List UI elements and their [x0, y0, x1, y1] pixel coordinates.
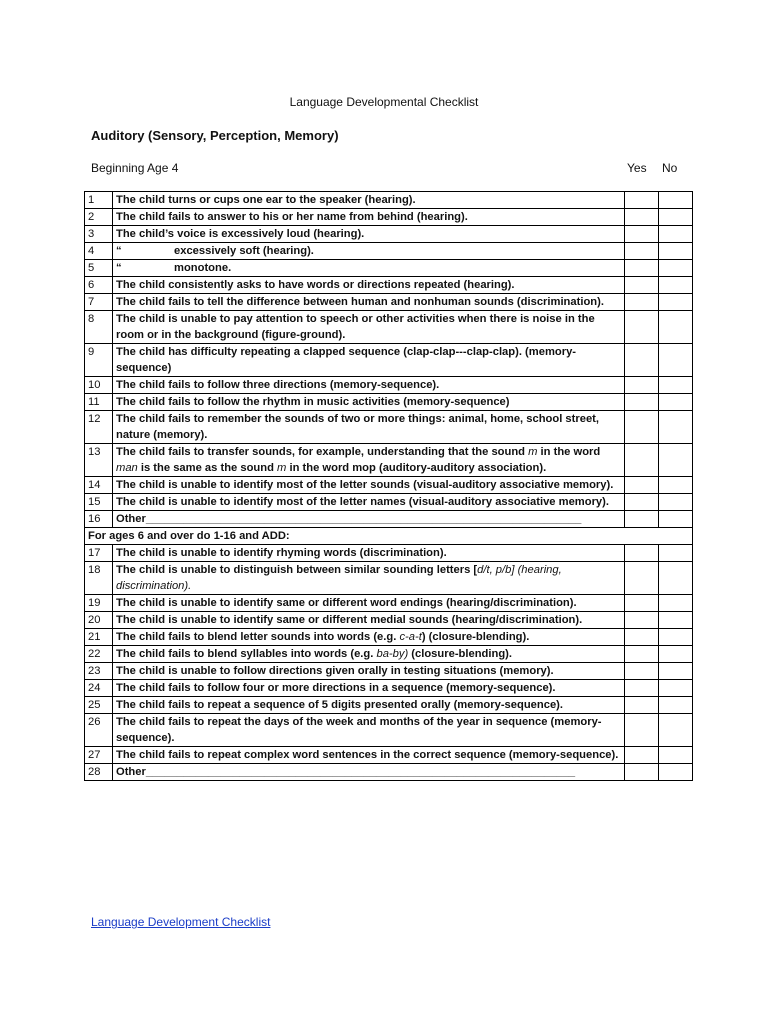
item-number: 20 — [85, 612, 113, 629]
age-label: Beginning Age 4 — [91, 161, 179, 175]
checklist-row — [85, 477, 693, 494]
yes-checkbox-cell[interactable] — [625, 311, 659, 344]
no-checkbox-cell[interactable] — [659, 411, 693, 444]
yes-checkbox-cell[interactable] — [625, 545, 659, 562]
item-number: 16 — [85, 511, 113, 528]
no-checkbox-cell[interactable] — [659, 260, 693, 277]
no-checkbox-cell[interactable] — [659, 663, 693, 680]
no-checkbox-cell[interactable] — [659, 629, 693, 646]
checklist-row — [85, 680, 693, 697]
item-text-part: ) (closure-blending). — [421, 631, 530, 643]
item-text: The child is unable to identify most of the letter names (visual-auditory associative memory). — [113, 494, 625, 511]
yes-checkbox-cell[interactable] — [625, 562, 659, 595]
yes-checkbox-cell[interactable] — [625, 629, 659, 646]
item-text-italic: d/t, p/b] (hearing, discrimination). — [116, 564, 562, 592]
yes-checkbox-cell[interactable] — [625, 444, 659, 477]
item-number: 27 — [85, 747, 113, 764]
item-text: The child fails to follow three directions (memory-sequence). — [113, 377, 625, 394]
item-text: The child fails to repeat a sequence of 5 digits presented orally (memory-sequence). — [113, 697, 625, 714]
item-text — [113, 243, 625, 260]
checklist-row — [85, 494, 693, 511]
no-checkbox-cell[interactable] — [659, 344, 693, 377]
no-checkbox-cell[interactable] — [659, 477, 693, 494]
yes-checkbox-cell[interactable] — [625, 209, 659, 226]
yes-checkbox-cell[interactable] — [625, 595, 659, 612]
item-number: 10 — [85, 377, 113, 394]
checklist-row — [85, 344, 693, 377]
checklist-row — [85, 226, 693, 243]
document-title: Language Developmental Checklist — [289, 95, 479, 109]
item-number: 12 — [85, 411, 113, 444]
no-checkbox-cell[interactable] — [659, 680, 693, 697]
yes-checkbox-cell[interactable] — [625, 663, 659, 680]
checklist-row — [85, 260, 693, 277]
group-row — [85, 528, 693, 545]
no-checkbox-cell[interactable] — [659, 595, 693, 612]
item-number: 15 — [85, 494, 113, 511]
yes-checkbox-cell[interactable] — [625, 192, 659, 209]
item-text — [113, 444, 625, 477]
item-number: 21 — [85, 629, 113, 646]
checklist-row — [85, 277, 693, 294]
item-number: 11 — [85, 394, 113, 411]
item-text-content: excessively soft (hearing). — [174, 245, 314, 257]
item-text: The child is unable to identify same or different medial sounds (hearing/discrimination). — [113, 612, 625, 629]
item-number: 13 — [85, 444, 113, 477]
item-number: 7 — [85, 294, 113, 311]
item-number: 28 — [85, 764, 113, 781]
item-text: Other______________________________________________________________________ — [113, 511, 625, 528]
group-label: For ages 6 and over do 1-16 and ADD: — [85, 528, 693, 545]
checklist-table — [84, 191, 693, 781]
item-text: The child’s voice is excessively loud (hearing). — [113, 226, 625, 243]
checklist-row — [85, 511, 693, 528]
no-checkbox-cell[interactable] — [659, 747, 693, 764]
no-checkbox-cell[interactable] — [659, 444, 693, 477]
checklist-row — [85, 377, 693, 394]
item-number: 6 — [85, 277, 113, 294]
no-checkbox-cell[interactable] — [659, 243, 693, 260]
checklist-row — [85, 243, 693, 260]
item-text: The child fails to remember the sounds of two or more things: animal, home, school street, nature (memory). — [113, 411, 625, 444]
item-text — [113, 629, 625, 646]
yes-checkbox-cell[interactable] — [625, 680, 659, 697]
item-text — [113, 260, 625, 277]
no-checkbox-cell[interactable] — [659, 714, 693, 747]
item-number: 23 — [85, 663, 113, 680]
item-text: The child is unable to identify same or different word endings (hearing/discrimination). — [113, 595, 625, 612]
item-text-italic: man — [116, 462, 138, 474]
checklist-row — [85, 562, 693, 595]
yes-checkbox-cell[interactable] — [625, 226, 659, 243]
checklist-row — [85, 629, 693, 646]
item-text-italic: m — [528, 446, 538, 458]
yes-checkbox-cell[interactable] — [625, 477, 659, 494]
checklist-row — [85, 394, 693, 411]
item-text-part: is the same as the sound — [137, 462, 278, 474]
item-text: The child fails to follow four or more directions in a sequence (memory-sequence). — [113, 680, 625, 697]
yes-checkbox-cell[interactable] — [625, 747, 659, 764]
item-text: The child fails to answer to his or her name from behind (hearing). — [113, 209, 625, 226]
yes-checkbox-cell[interactable] — [625, 612, 659, 629]
yes-column-label: Yes — [627, 161, 647, 175]
item-text-italic: m — [277, 462, 287, 474]
item-number: 2 — [85, 209, 113, 226]
item-text-part: The child is unable to distinguish between similar sounding letters [ — [116, 564, 478, 576]
item-text: Other_____________________________________________________________________ — [113, 764, 625, 781]
no-checkbox-cell[interactable] — [659, 562, 693, 595]
item-text-content: monotone. — [174, 262, 232, 274]
checklist-row — [85, 294, 693, 311]
no-checkbox-cell[interactable] — [659, 545, 693, 562]
no-checkbox-cell[interactable] — [659, 277, 693, 294]
yes-checkbox-cell[interactable] — [625, 344, 659, 377]
item-text-part: (closure-blending). — [408, 648, 512, 660]
yes-checkbox-cell[interactable] — [625, 764, 659, 781]
checklist-row — [85, 612, 693, 629]
item-text: The child fails to tell the difference between human and nonhuman sounds (discrimination). — [113, 294, 625, 311]
item-number: 17 — [85, 545, 113, 562]
item-text: The child has difficulty repeating a clapped sequence (clap-clap---clap-clap). (memory-sequence) — [113, 344, 625, 377]
yes-checkbox-cell[interactable] — [625, 260, 659, 277]
checklist-row — [85, 747, 693, 764]
checklist-row — [85, 545, 693, 562]
item-number: 8 — [85, 311, 113, 344]
item-text-part: in the word mop (auditory-auditory association). — [286, 462, 547, 474]
item-number: 4 — [85, 243, 113, 260]
item-text-part: in the word — [537, 446, 601, 458]
item-text: The child consistently asks to have words or directions repeated (hearing). — [113, 277, 625, 294]
no-checkbox-cell[interactable] — [659, 697, 693, 714]
item-number: 22 — [85, 646, 113, 663]
checklist-row — [85, 714, 693, 747]
yes-checkbox-cell[interactable] — [625, 714, 659, 747]
item-text-italic: c-a-t — [399, 631, 422, 643]
yes-checkbox-cell[interactable] — [625, 243, 659, 260]
no-checkbox-cell[interactable] — [659, 511, 693, 528]
item-number: 9 — [85, 344, 113, 377]
no-checkbox-cell[interactable] — [659, 764, 693, 781]
item-text-part: The child fails to transfer sounds, for example, understanding that the sound — [116, 446, 529, 458]
item-text: The child is unable to pay attention to speech or other activities when there is noise in the room or in the background (figure-ground). — [113, 311, 625, 344]
yes-checkbox-cell[interactable] — [625, 494, 659, 511]
item-text: The child fails to follow the rhythm in music activities (memory-sequence) — [113, 394, 625, 411]
item-text: The child fails to repeat the days of the week and months of the year in sequence (memory-sequence). — [113, 714, 625, 747]
checklist-row — [85, 646, 693, 663]
item-number: 14 — [85, 477, 113, 494]
checklist-row — [85, 311, 693, 344]
section-heading: Auditory (Sensory, Perception, Memory) — [91, 128, 339, 143]
item-text: The child turns or cups one ear to the speaker (hearing). — [113, 192, 625, 209]
no-column-label: No — [662, 161, 678, 175]
item-text-italic: ba-by) — [376, 648, 409, 660]
checklist-row — [85, 192, 693, 209]
item-number: 19 — [85, 595, 113, 612]
item-text — [113, 562, 625, 595]
checklist-link[interactable]: Language Development Checklist — [91, 915, 271, 929]
item-number: 3 — [85, 226, 113, 243]
no-checkbox-cell[interactable] — [659, 311, 693, 344]
item-text: The child is unable to follow directions given orally in testing situations (memory). — [113, 663, 625, 680]
no-checkbox-cell[interactable] — [659, 394, 693, 411]
item-number: 1 — [85, 192, 113, 209]
no-checkbox-cell[interactable] — [659, 377, 693, 394]
yes-checkbox-cell[interactable] — [625, 294, 659, 311]
item-text: The child is unable to identify rhyming words (discrimination). — [113, 545, 625, 562]
yes-checkbox-cell[interactable] — [625, 377, 659, 394]
ditto-mark: “ — [116, 245, 122, 257]
checklist-row — [85, 209, 693, 226]
item-number: 18 — [85, 562, 113, 595]
item-text: The child is unable to identify most of the letter sounds (visual-auditory associative memory). — [113, 477, 625, 494]
no-checkbox-cell[interactable] — [659, 209, 693, 226]
item-text — [113, 646, 625, 663]
item-text-part: The child fails to blend letter sounds into words (e.g. — [116, 631, 400, 643]
no-checkbox-cell[interactable] — [659, 226, 693, 243]
yes-checkbox-cell[interactable] — [625, 646, 659, 663]
no-checkbox-cell[interactable] — [659, 294, 693, 311]
yes-checkbox-cell[interactable] — [625, 511, 659, 528]
item-text: The child fails to repeat complex word sentences in the correct sequence (memory-sequence). — [113, 747, 625, 764]
yes-checkbox-cell[interactable] — [625, 394, 659, 411]
checklist-body — [85, 192, 693, 781]
checklist-row — [85, 595, 693, 612]
no-checkbox-cell[interactable] — [659, 494, 693, 511]
item-number: 26 — [85, 714, 113, 747]
yes-checkbox-cell[interactable] — [625, 277, 659, 294]
yes-checkbox-cell[interactable] — [625, 411, 659, 444]
no-checkbox-cell[interactable] — [659, 612, 693, 629]
item-number: 25 — [85, 697, 113, 714]
checklist-row — [85, 663, 693, 680]
checklist-row — [85, 764, 693, 781]
checklist-row — [85, 697, 693, 714]
no-checkbox-cell[interactable] — [659, 646, 693, 663]
item-text-part: The child fails to blend syllables into words (e.g. — [116, 648, 377, 660]
checklist-row — [85, 444, 693, 477]
ditto-mark: “ — [116, 262, 122, 274]
item-number: 5 — [85, 260, 113, 277]
yes-checkbox-cell[interactable] — [625, 697, 659, 714]
item-number: 24 — [85, 680, 113, 697]
checklist-row — [85, 411, 693, 444]
no-checkbox-cell[interactable] — [659, 192, 693, 209]
